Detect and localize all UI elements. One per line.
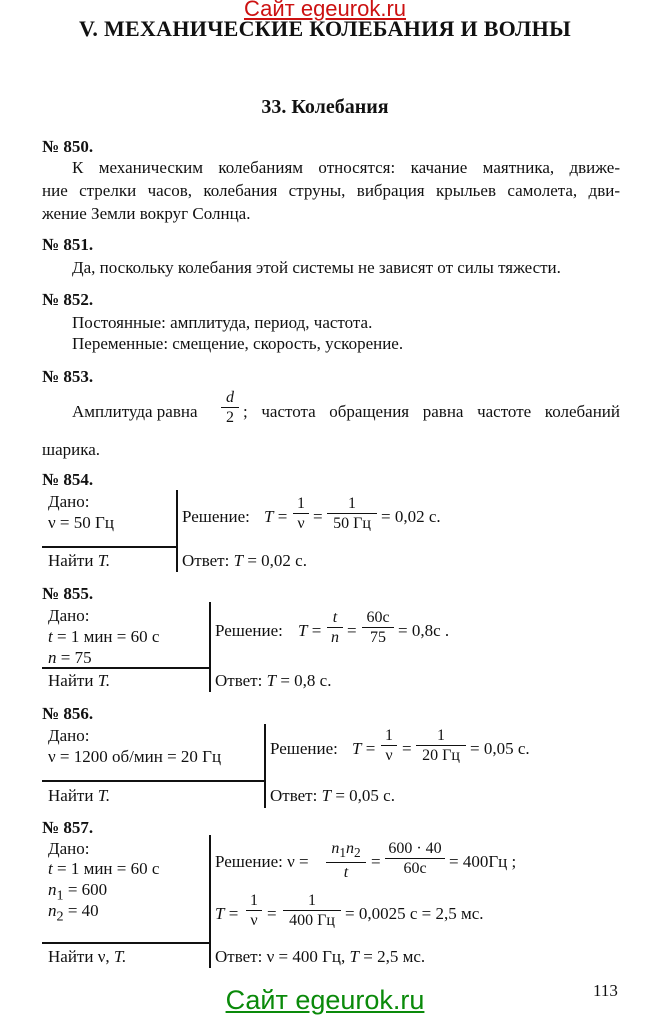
problem-853-frac-num: d xyxy=(226,389,234,406)
problem-857-find: Найти ν, T. xyxy=(48,947,127,966)
chapter-title: V. МЕХАНИЧЕСКИЕ КОЛЕБАНИЯ И ВОЛНЫ xyxy=(79,16,571,41)
problem-855-result: = 0,8с . xyxy=(398,621,450,640)
problem-854-hline xyxy=(42,546,176,548)
problem-854-number: № 854. xyxy=(42,470,94,489)
problem-857-s2-frac2: 1 400 Гц xyxy=(283,891,341,930)
problem-857-given1: t = 1 мин = 60 с xyxy=(48,859,160,878)
problem-856-solution-label: Решение: xyxy=(270,739,338,758)
problem-852-line2: Переменные: смещение, скорость, ускорение. xyxy=(72,334,404,353)
problem-854-solution-label: Решение: xyxy=(182,507,250,526)
problem-856-vline xyxy=(264,724,266,808)
problem-855-find: Найти T. xyxy=(48,671,111,690)
problem-856-given-label: Дано: xyxy=(48,726,90,745)
problem-850-number: № 850. xyxy=(42,137,94,156)
problem-857-number: № 857. xyxy=(42,818,94,837)
problem-856-hline xyxy=(42,780,264,782)
problem-855-number: № 855. xyxy=(42,584,94,603)
problem-854-answer: Ответ: T = 0,02 с. xyxy=(182,551,307,570)
problem-854-vline xyxy=(176,490,178,572)
problem-856-frac1: 1 ν xyxy=(381,726,397,765)
problem-852-line1: Постоянные: амплитуда, период, частота. xyxy=(72,313,373,332)
problem-857-s1-frac2: 600 · 40 60с xyxy=(385,839,445,878)
problem-857-given2: $n_1 = 600$ xyxy=(48,880,108,904)
problem-855-T: T = xyxy=(298,621,322,640)
problem-853-number: № 853. xyxy=(42,367,94,386)
problem-857-s1-frac1: $n_1n_2$ t xyxy=(326,839,366,882)
problem-857-s1-result: = 400Гц ; xyxy=(449,852,517,871)
problem-855-solution-label: Решение: xyxy=(215,621,283,640)
problem-857-s2-eq2: = xyxy=(267,904,277,923)
problem-857-answer: Ответ: ν = 400 Гц, T = 2,5 мс. xyxy=(215,947,426,966)
problem-854-eq2: = xyxy=(313,507,323,526)
problem-853-frac-den: 2 xyxy=(226,409,234,426)
problem-856-T: T = xyxy=(352,739,376,758)
problem-853-pre: Амплитуда равна xyxy=(72,402,198,421)
problem-854-result: = 0,02 с. xyxy=(381,507,441,526)
problem-852-number: № 852. xyxy=(42,290,94,309)
problem-854-T: T = xyxy=(264,507,288,526)
problem-856-result: = 0,05 с. xyxy=(470,739,530,758)
problem-850-line2: ние стрелки часов, колебания струны, вибрация крыльев самолета, дви- xyxy=(42,181,620,200)
problem-854-frac2: 1 50 Гц xyxy=(327,494,377,533)
watermark-bottom: Сайт egeurok.ru xyxy=(225,985,425,1015)
problem-857-solution-label: Решение: ν = xyxy=(215,852,309,871)
problem-855-frac1: t n xyxy=(327,608,343,647)
problem-855-given-label: Дано: xyxy=(48,606,90,625)
problem-857-s2-T: T = xyxy=(215,904,239,923)
problem-857-s1-eq2: = xyxy=(371,852,381,871)
problem-856-eq2: = xyxy=(402,739,412,758)
problem-854-find: Найти T. xyxy=(48,551,111,570)
problem-857-hline xyxy=(42,942,209,944)
problem-853-post: ; частота обращения равна частоте колебаний xyxy=(243,402,620,421)
problem-855-vline xyxy=(209,602,211,692)
page-number: 113 xyxy=(593,981,618,1000)
section-title: 33. Колебания xyxy=(261,96,389,118)
problem-855-given1: t = 1 мин = 60 с xyxy=(48,627,160,646)
problem-856-frac2: 1 20 Гц xyxy=(416,726,466,765)
problem-855-answer: Ответ: T = 0,8 с. xyxy=(215,671,332,690)
problem-857-s2-result: = 0,0025 с = 2,5 мс. xyxy=(345,904,484,923)
problem-856-number: № 856. xyxy=(42,704,94,723)
problem-851-number: № 851. xyxy=(42,235,94,254)
problem-857-vline xyxy=(209,835,211,968)
problem-853-fraction xyxy=(221,388,239,427)
problem-855-frac2: 60с 75 xyxy=(362,608,394,647)
problem-856-given1: ν = 1200 об/мин = 20 Гц xyxy=(48,747,222,766)
watermark-top: Сайт egeurok.ru xyxy=(243,0,407,21)
problem-850-line1: К механическим колебаниям относятся: качание маятника, движе- xyxy=(72,158,620,177)
problem-857-given3: $n_2 = 40$ xyxy=(48,901,99,925)
problem-855-given2: n = 75 xyxy=(48,648,92,667)
problem-854-given1: ν = 50 Гц xyxy=(48,513,114,532)
problem-853-line2: шарика. xyxy=(42,440,101,459)
problem-857-given-label: Дано: xyxy=(48,839,90,858)
problem-856-find: Найти T. xyxy=(48,786,111,805)
problem-855-hline xyxy=(42,667,209,669)
problem-854-frac1: 1 ν xyxy=(293,494,309,533)
problem-856-answer: Ответ: T = 0,05 с. xyxy=(270,786,395,805)
problem-854-given-label: Дано: xyxy=(48,492,90,511)
problem-855-eq2: = xyxy=(347,621,357,640)
problem-850-line3: жение Земли вокруг Солнца. xyxy=(42,204,251,223)
problem-851-line1: Да, поскольку колебания этой системы не зависят от силы тяжести. xyxy=(72,258,561,277)
problem-857-s2-frac1: 1 ν xyxy=(246,891,262,930)
